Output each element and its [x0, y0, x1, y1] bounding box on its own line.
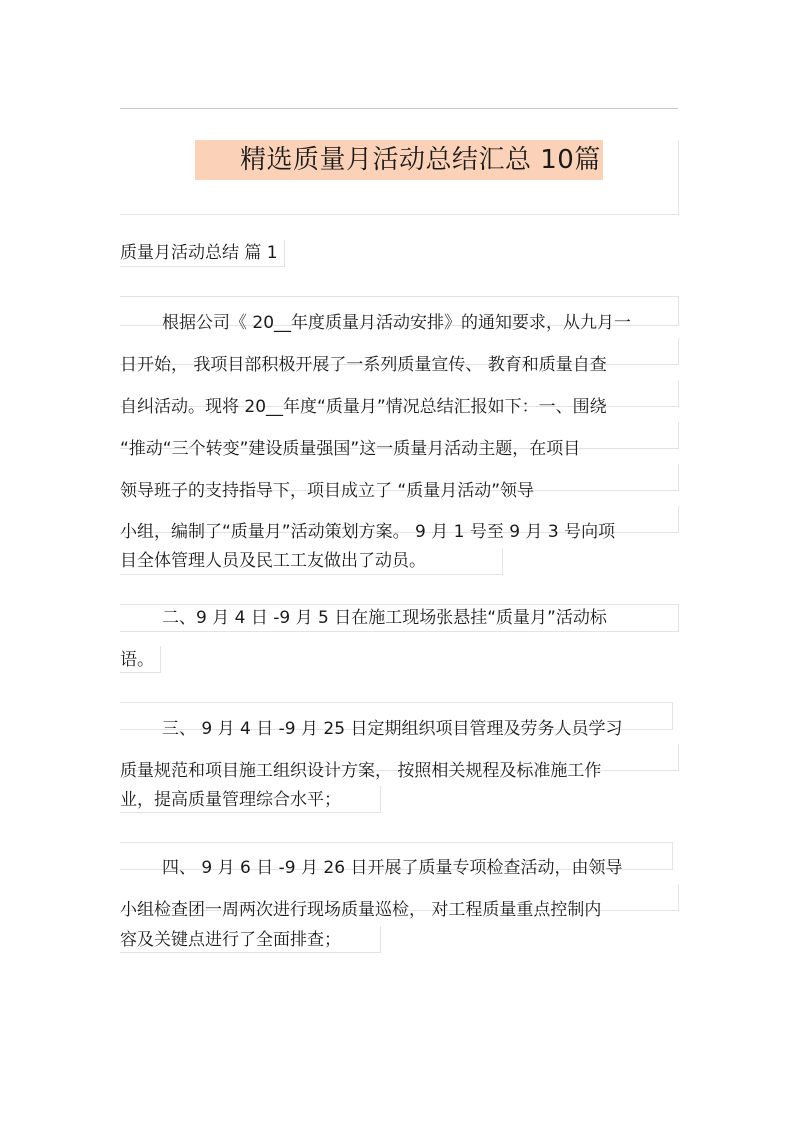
paragraph-line: 三、 9 月 4 日 -9 月 25 日定期组织项目管理及劳务人员学习 [162, 719, 623, 739]
section-heading: 质量月活动总结 篇 1 [120, 240, 285, 267]
paragraph-line: 质量规范和项目施工组织设计方案， 按照相关规程及标准施工作 [120, 761, 602, 781]
paragraph-line: 领导班子的支持指导下，项目成立了 “质量月活动”领导 [120, 481, 535, 501]
paragraph-line: 根据公司《 20__年度质量月活动安排》的通知要求，从九月一 [162, 313, 632, 333]
paragraph-line: 小组检查团一周两次进行现场质量巡检， 对工程质量重点控制内 [120, 900, 602, 920]
paragraph-line: 四、 9 月 6 日 -9 月 26 日开展了质量专项检查活动，由领导 [162, 858, 623, 878]
paragraph-line: 业，提高质量管理综合水平； [120, 790, 341, 810]
paragraph-line: 容及关键点进行了全面排查； [120, 930, 341, 950]
paragraph-line: 语。 [120, 650, 154, 670]
paragraph-line: 自纠活动。现将 20__年度“质量月”情况总结汇报如下：一、围绕 [120, 397, 607, 417]
document-title: 精选质量月活动总结汇总 10篇 [240, 145, 601, 175]
paragraph-line: 目全体管理人员及民工工友做出了动员。 [120, 551, 426, 571]
paragraph-line: 日开始， 我项目部积极开展了一系列质量宣传、 教育和质量自查 [120, 355, 607, 375]
paragraph-line: 小组，编制了“质量月”活动策划方案。 9 月 1 号至 9 月 3 号向项 [120, 522, 616, 542]
header-divider [120, 108, 678, 109]
paragraph-line: “推动“三个转变”建设质量强国”这一质量月活动主题，在项目 [120, 439, 581, 459]
paragraph-line: 二、9 月 4 日 -9 月 5 日在施工现场张悬挂“质量月”活动标 [162, 608, 607, 628]
